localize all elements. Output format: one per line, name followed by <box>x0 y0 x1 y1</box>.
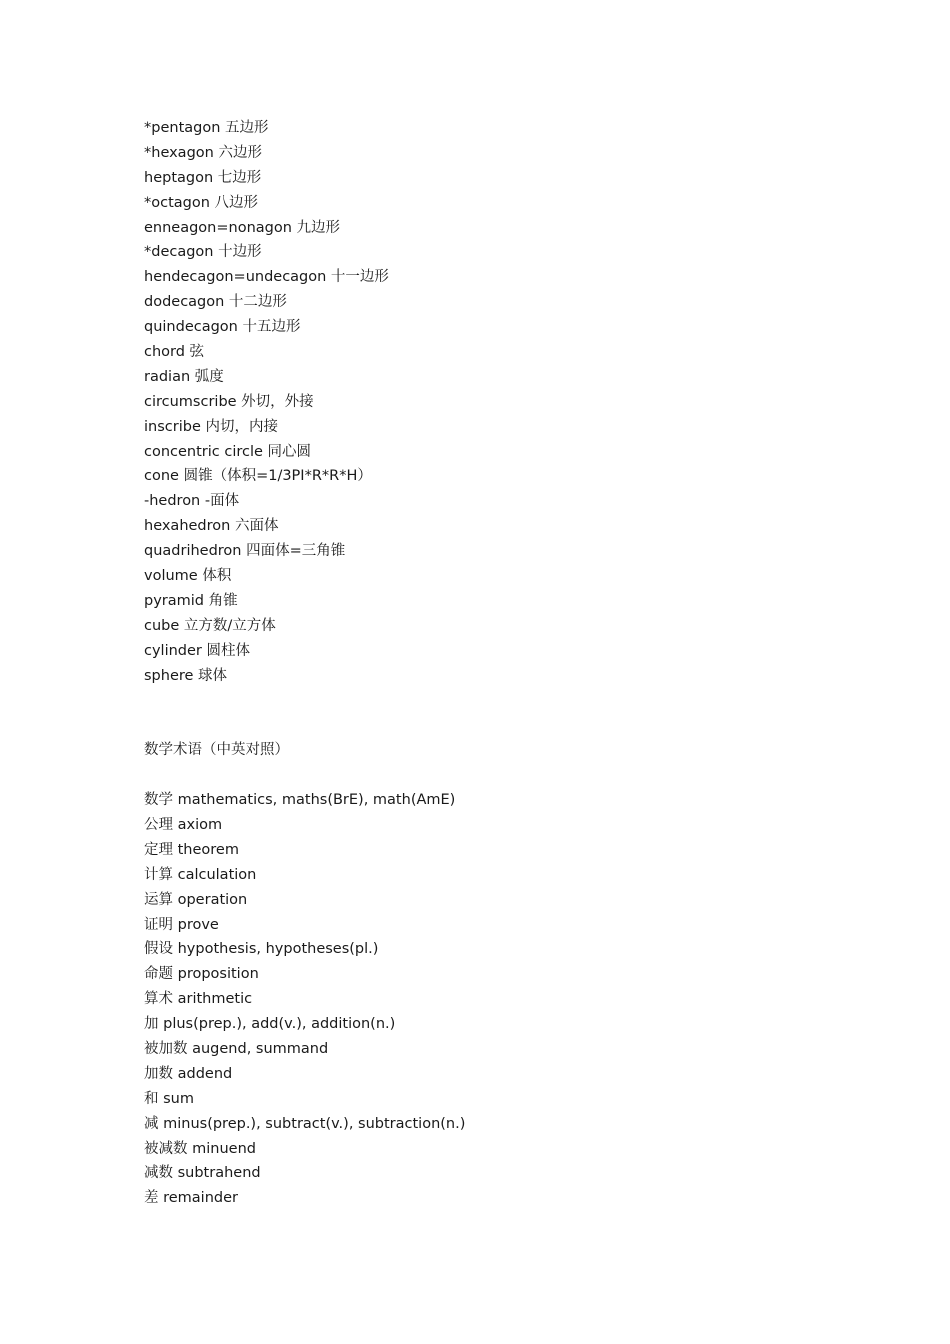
term-line: 加数 addend <box>144 1065 233 1082</box>
term-line: -hedron -面体 <box>144 493 240 510</box>
term-line: quindecagon 十五边形 <box>144 319 301 336</box>
term-line: 减数 subtrahend <box>144 1165 261 1182</box>
blank-line <box>144 713 844 738</box>
term-line: hexahedron 六面体 <box>144 518 279 535</box>
term-line: pyramid 角锥 <box>144 592 238 609</box>
term-list-shapes <box>144 116 844 688</box>
term-line: 公理 axiom <box>144 816 223 833</box>
term-line: heptagon 七边形 <box>144 169 262 186</box>
section-heading: 数学术语（中英对照） <box>144 742 289 759</box>
term-line: cylinder 圆柱体 <box>144 642 250 659</box>
term-line: 算术 arithmetic <box>144 991 253 1008</box>
term-line: 命题 proposition <box>144 966 259 983</box>
term-line: *decagon 十边形 <box>144 244 262 261</box>
term-line: 差 remainder <box>144 1190 238 1207</box>
term-line: sphere 球体 <box>144 667 228 684</box>
term-line: 定理 theorem <box>144 841 239 858</box>
term-list-math <box>144 788 844 1211</box>
term-line: quadrihedron 四面体=三角锥 <box>144 543 346 560</box>
term-line: chord 弦 <box>144 344 205 361</box>
term-line: 和 sum <box>144 1090 194 1107</box>
term-line: 加 plus(prep.), add(v.), addition(n.) <box>144 1016 396 1033</box>
term-line: concentric circle 同心圆 <box>144 443 312 460</box>
term-line: 被减数 minuend <box>144 1140 256 1157</box>
term-line: enneagon=nonagon 九边形 <box>144 219 341 236</box>
term-line: 计算 calculation <box>144 866 257 883</box>
term-line: cube 立方数/立方体 <box>144 617 276 634</box>
term-line: 数学 mathematics, maths(BrE), math(AmE) <box>144 792 456 809</box>
term-line: radian 弧度 <box>144 368 224 385</box>
term-line: hendecagon=undecagon 十一边形 <box>144 269 389 286</box>
term-line: circumscribe 外切，外接 <box>144 393 314 410</box>
term-line: dodecagon 十二边形 <box>144 294 287 311</box>
blank-line <box>144 688 844 713</box>
term-line: *hexagon 六边形 <box>144 144 262 161</box>
term-line: 证明 prove <box>144 916 219 933</box>
document-page <box>144 116 844 1211</box>
term-line: *pentagon 五边形 <box>144 120 269 136</box>
term-line: 减 minus(prep.), subtract(v.), subtraction(n.) <box>144 1115 466 1132</box>
term-line: *octagon 八边形 <box>144 194 259 211</box>
term-line: 运算 operation <box>144 891 248 908</box>
term-line: cone 圆锥（体积=1/3PI*R*R*H） <box>144 468 372 485</box>
term-line: volume 体积 <box>144 568 232 585</box>
blank-line <box>144 763 844 788</box>
term-line: 被加数 augend, summand <box>144 1040 329 1057</box>
term-line: 假设 hypothesis, hypotheses(pl.) <box>144 941 379 958</box>
term-line: inscribe 内切，内接 <box>144 418 278 435</box>
